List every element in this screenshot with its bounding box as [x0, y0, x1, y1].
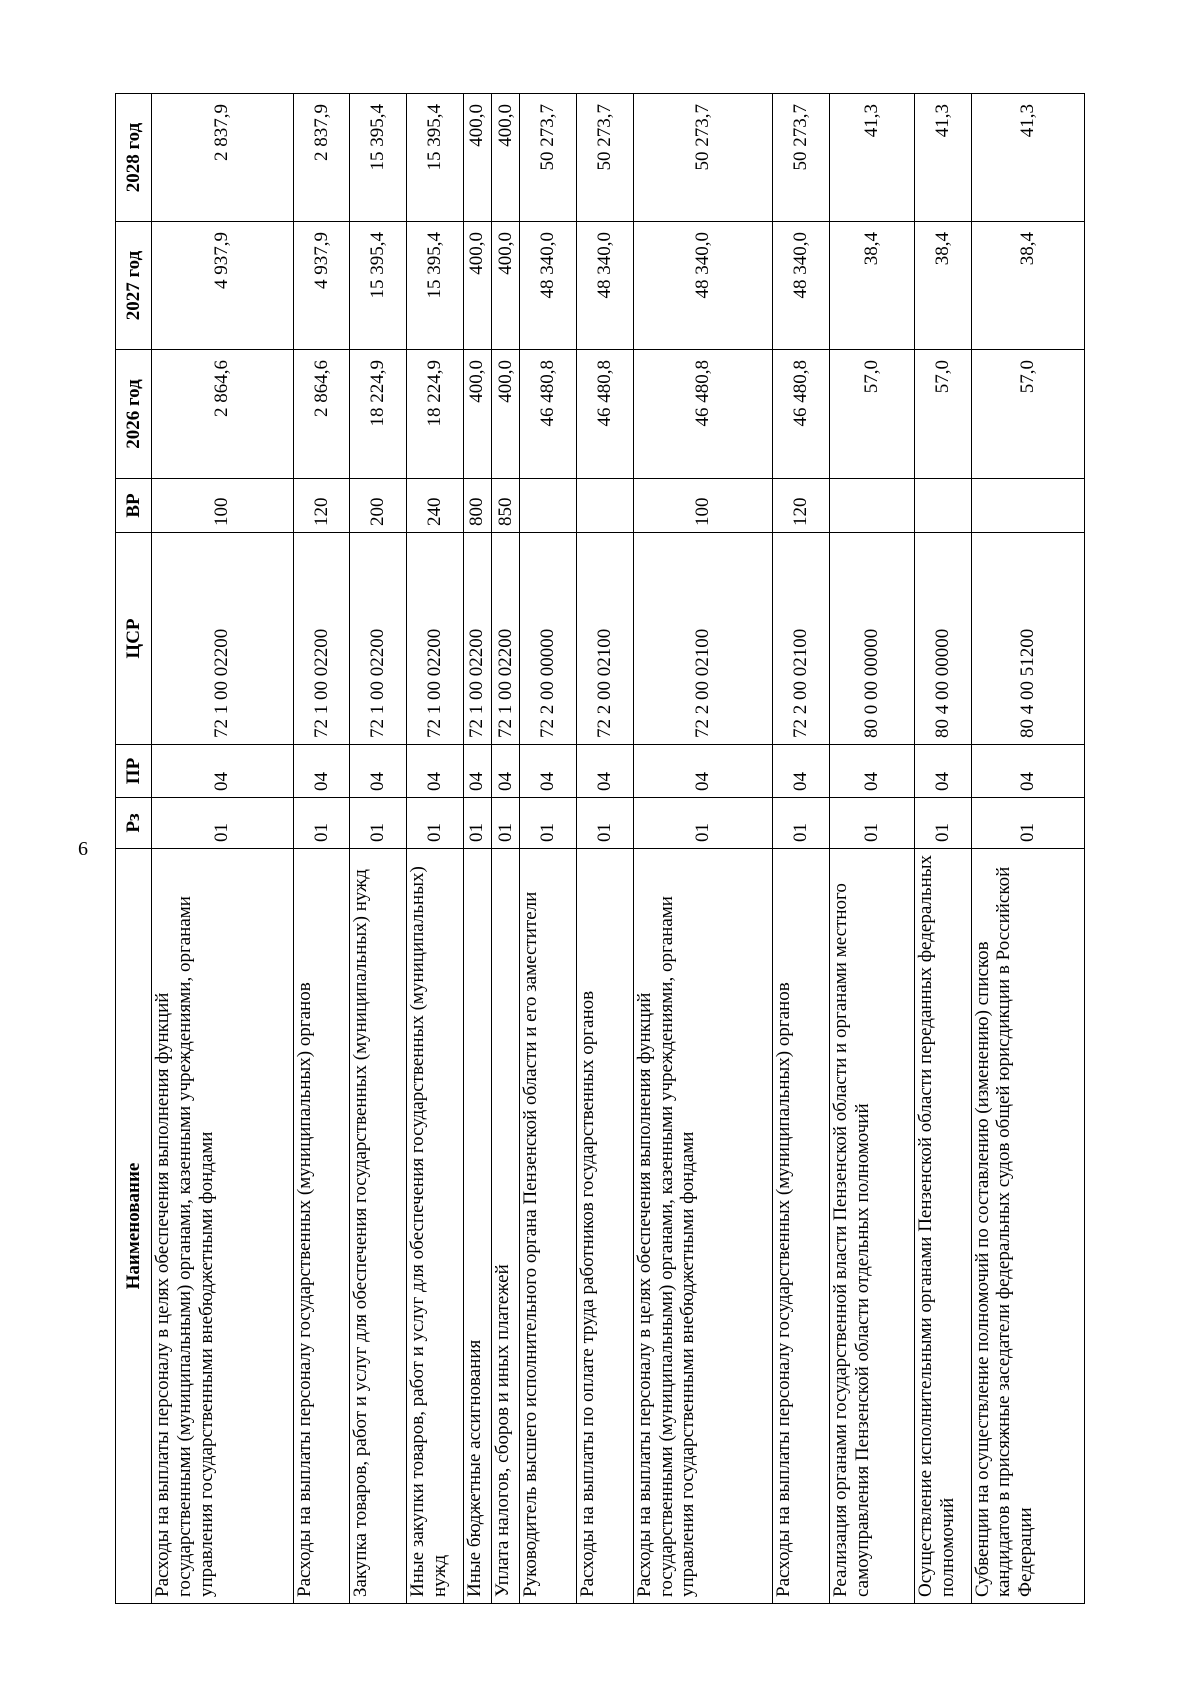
cell-pr: 04: [152, 745, 294, 798]
cell-2028: 41,3: [971, 94, 1084, 222]
cell-2026: 46 480,8: [633, 350, 773, 479]
cell-2027: 38,4: [829, 222, 914, 350]
cell-pr: 04: [773, 745, 830, 798]
cell-vr: [577, 479, 634, 533]
cell-rz: 01: [293, 798, 350, 849]
header-name: Наименование: [116, 849, 152, 1604]
cell-rz: 01: [407, 798, 464, 849]
cell-name: Уплата налогов, сборов и иных платежей: [492, 849, 520, 1604]
cell-name: Реализация органами государственной власти Пензенской области и органами местного самоуправления Пензенской области отдельных полномочий: [829, 849, 914, 1604]
cell-csr: 72 2 00 02100: [633, 533, 773, 745]
table-row: [773, 94, 830, 1604]
cell-2027: 15 395,4: [407, 222, 464, 350]
cell-name: Осуществление исполнительными органами Пензенской области переданных федеральных полномочий: [914, 849, 971, 1604]
cell-rz: 01: [520, 798, 577, 849]
header-rz: Рз: [116, 798, 152, 849]
cell-rz: 01: [633, 798, 773, 849]
cell-2027: 48 340,0: [520, 222, 577, 350]
cell-rz: 01: [577, 798, 634, 849]
cell-2028: 50 273,7: [520, 94, 577, 222]
cell-rz: 01: [829, 798, 914, 849]
header-csr: ЦСР: [116, 533, 152, 745]
cell-vr: [914, 479, 971, 533]
cell-vr: 120: [293, 479, 350, 533]
cell-pr: 04: [914, 745, 971, 798]
cell-csr: 72 2 00 00000: [520, 533, 577, 745]
cell-2027: 48 340,0: [577, 222, 634, 350]
cell-csr: 80 4 00 51200: [971, 533, 1084, 745]
header-2026: 2026 год: [116, 350, 152, 479]
cell-2028: 50 273,7: [577, 94, 634, 222]
page-number: 6: [78, 838, 88, 860]
cell-vr: 800: [463, 479, 491, 533]
table-header-row: [116, 94, 152, 1604]
cell-2028: 400,0: [492, 94, 520, 222]
cell-vr: 120: [773, 479, 830, 533]
cell-2027: 4 937,9: [293, 222, 350, 350]
cell-2027: 15 395,4: [350, 222, 407, 350]
cell-2028: 400,0: [463, 94, 491, 222]
table-row: [914, 94, 971, 1604]
cell-vr: 200: [350, 479, 407, 533]
cell-vr: 100: [152, 479, 294, 533]
cell-rz: 01: [350, 798, 407, 849]
cell-csr: 72 1 00 02200: [463, 533, 491, 745]
cell-rz: 01: [773, 798, 830, 849]
cell-pr: 04: [350, 745, 407, 798]
cell-csr: 72 1 00 02200: [152, 533, 294, 745]
table-row: [633, 94, 773, 1604]
cell-name: Расходы на выплаты персоналу в целях обеспечения выполнения функций государственными (муниципальными) органами, казенными учреждениями, органами управления государственными внебюджетными фондами: [633, 849, 773, 1604]
table-row: [293, 94, 350, 1604]
cell-2027: 4 937,9: [152, 222, 294, 350]
table-row: [463, 94, 491, 1604]
cell-vr: [829, 479, 914, 533]
cell-2026: 18 224,9: [407, 350, 464, 479]
cell-name: Расходы на выплаты персоналу в целях обеспечения выполнения функций государственными (муниципальными) органами, казенными учреждениями, органами управления государственными внебюджетными фондами: [152, 849, 294, 1604]
cell-2026: 2 864,6: [152, 350, 294, 479]
cell-2026: 2 864,6: [293, 350, 350, 479]
cell-csr: 72 1 00 02200: [407, 533, 464, 745]
cell-2028: 15 395,4: [407, 94, 464, 222]
cell-vr: 850: [492, 479, 520, 533]
cell-2028: 50 273,7: [633, 94, 773, 222]
header-2027: 2027 год: [116, 222, 152, 350]
cell-2026: 46 480,8: [520, 350, 577, 479]
table-row: [520, 94, 577, 1604]
cell-rz: 01: [492, 798, 520, 849]
table-row: [829, 94, 914, 1604]
cell-2026: 18 224,9: [350, 350, 407, 479]
cell-2028: 2 837,9: [293, 94, 350, 222]
cell-name: Иные закупки товаров, работ и услуг для обеспечения государственных (муниципальных) нужд: [407, 849, 464, 1604]
cell-2026: 57,0: [971, 350, 1084, 479]
cell-name: Расходы на выплаты персоналу государственных (муниципальных) органов: [293, 849, 350, 1604]
cell-2028: 50 273,7: [773, 94, 830, 222]
cell-2026: 400,0: [463, 350, 491, 479]
cell-name: Руководитель высшего исполнительного органа Пензенской области и его заместители: [520, 849, 577, 1604]
cell-2026: 46 480,8: [773, 350, 830, 479]
table-row: [152, 94, 294, 1604]
cell-csr: 72 2 00 02100: [577, 533, 634, 745]
cell-name: Иные бюджетные ассигнования: [463, 849, 491, 1604]
cell-2026: 57,0: [829, 350, 914, 479]
cell-name: Расходы на выплаты по оплате труда работников государственных органов: [577, 849, 634, 1604]
cell-2026: 57,0: [914, 350, 971, 479]
cell-2027: 400,0: [463, 222, 491, 350]
cell-name: Закупка товаров, работ и услуг для обеспечения государственных (муниципальных) нужд: [350, 849, 407, 1604]
table-row: [350, 94, 407, 1604]
cell-csr: 72 1 00 02200: [492, 533, 520, 745]
cell-pr: 04: [971, 745, 1084, 798]
cell-pr: 04: [463, 745, 491, 798]
cell-vr: [520, 479, 577, 533]
cell-csr: 80 4 00 00000: [914, 533, 971, 745]
cell-pr: 04: [577, 745, 634, 798]
cell-2027: 400,0: [492, 222, 520, 350]
rotated-table-container: [115, 94, 1085, 1604]
cell-2026: 400,0: [492, 350, 520, 479]
cell-2028: 41,3: [914, 94, 971, 222]
cell-pr: 04: [633, 745, 773, 798]
table-row: [577, 94, 634, 1604]
table-row: [971, 94, 1084, 1604]
cell-csr: 72 1 00 02200: [350, 533, 407, 745]
cell-rz: 01: [463, 798, 491, 849]
cell-vr: 100: [633, 479, 773, 533]
cell-2026: 46 480,8: [577, 350, 634, 479]
cell-2027: 38,4: [971, 222, 1084, 350]
cell-vr: 240: [407, 479, 464, 533]
cell-csr: 80 0 00 00000: [829, 533, 914, 745]
cell-rz: 01: [971, 798, 1084, 849]
budget-table: [115, 93, 1085, 1604]
table-row: [492, 94, 520, 1604]
cell-name: Субвенции на осуществление полномочий по составлению (изменению) списков кандидатов в присяжные заседатели федеральных судов общей юрисдикции в Российской Федерации: [971, 849, 1084, 1604]
cell-rz: 01: [914, 798, 971, 849]
cell-2028: 15 395,4: [350, 94, 407, 222]
cell-2028: 41,3: [829, 94, 914, 222]
cell-2027: 48 340,0: [773, 222, 830, 350]
header-vr: ВР: [116, 479, 152, 533]
cell-csr: 72 1 00 02200: [293, 533, 350, 745]
cell-pr: 04: [492, 745, 520, 798]
header-pr: ПР: [116, 745, 152, 798]
cell-csr: 72 2 00 02100: [773, 533, 830, 745]
cell-vr: [971, 479, 1084, 533]
cell-pr: 04: [407, 745, 464, 798]
cell-name: Расходы на выплаты персоналу государственных (муниципальных) органов: [773, 849, 830, 1604]
table-row: [407, 94, 464, 1604]
cell-pr: 04: [520, 745, 577, 798]
cell-2027: 48 340,0: [633, 222, 773, 350]
header-2028: 2028 год: [116, 94, 152, 222]
cell-pr: 04: [829, 745, 914, 798]
cell-pr: 04: [293, 745, 350, 798]
cell-2027: 38,4: [914, 222, 971, 350]
cell-2028: 2 837,9: [152, 94, 294, 222]
cell-rz: 01: [152, 798, 294, 849]
